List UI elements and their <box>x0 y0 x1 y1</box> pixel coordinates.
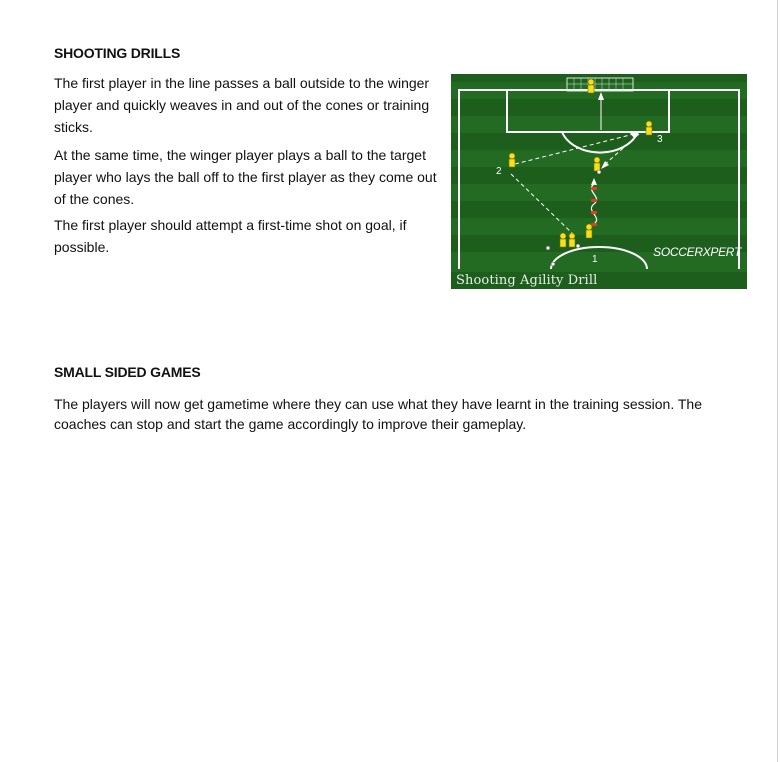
cone <box>591 211 597 214</box>
shooting-drill-diagram <box>451 74 747 289</box>
player-label-2: 2 <box>496 166 502 177</box>
player-label-1: 1 <box>592 254 598 265</box>
shooting-paragraph-3: The first player should attempt a first-time shot on goal, if possible. <box>54 217 407 255</box>
shooting-drills-heading: SHOOTING DRILLS <box>54 45 181 61</box>
ball <box>551 262 555 266</box>
player-label-3: 3 <box>657 134 663 145</box>
ball <box>546 246 550 250</box>
small-sided-games-heading: SMALL SIDED GAMES <box>54 364 201 380</box>
player-2 <box>509 153 515 167</box>
soccerxpert-logo: SOCCERXPERT <box>653 245 741 259</box>
small-sided-paragraph: The players will now get gametime where they can use what they have learnt in the training session. The coaches can stop and start the game accordingly to improve their gameplay. <box>54 396 702 432</box>
ball <box>576 244 580 248</box>
cone <box>591 187 597 190</box>
player-goalkeeper <box>588 79 594 93</box>
cone <box>591 199 597 202</box>
page-edge <box>777 0 778 762</box>
diagram-caption: Shooting Agility Drill <box>456 273 598 288</box>
player-target <box>594 157 600 171</box>
shooting-paragraph-2: At the same time, the winger player plays a ball to the target player who lays the ball off to the first player as they come out of the cones. <box>54 147 437 207</box>
player-3 <box>646 121 652 135</box>
ball <box>597 170 601 174</box>
shooting-paragraph-1: The first player in the line passes a ball outside to the winger player and quickly weaves in and out of the cones or training sticks. <box>54 75 430 135</box>
